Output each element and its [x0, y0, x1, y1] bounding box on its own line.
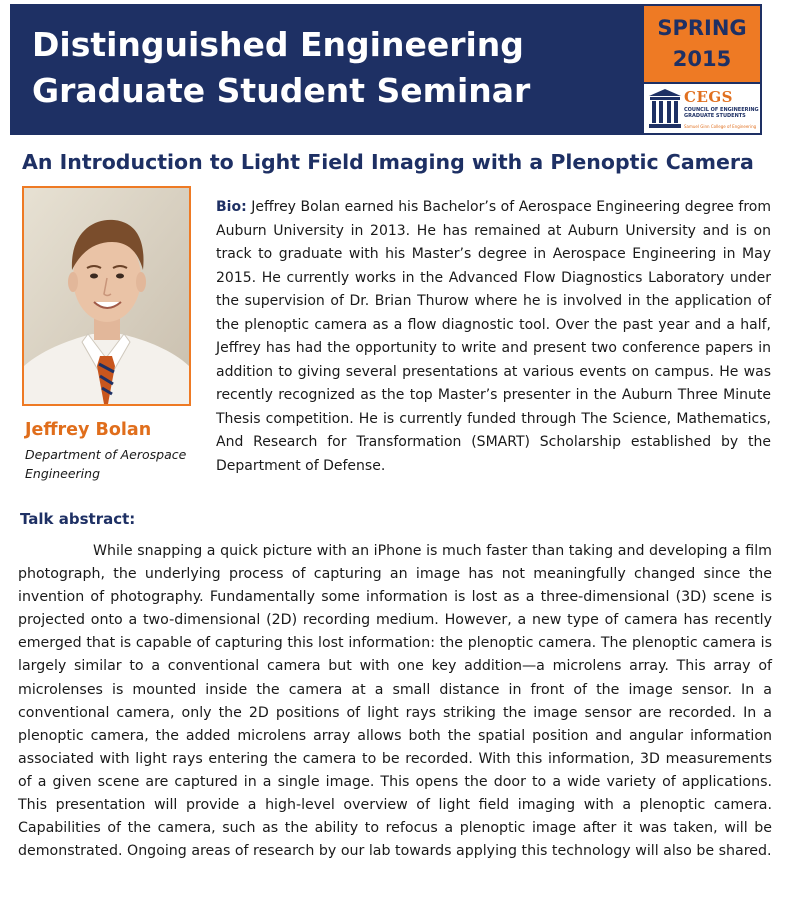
speaker-photo	[22, 186, 191, 406]
header-banner	[10, 4, 642, 135]
term-badge	[642, 4, 762, 84]
bio-label: Bio:	[216, 199, 247, 215]
talk-title: An Introduction to Light Field Imaging with a Plenoptic Camera	[22, 150, 754, 174]
seminar-title-line1: Distinguished Engineering	[32, 25, 524, 64]
speaker-bio	[216, 196, 771, 478]
logo-subtitle: COUNCIL OF ENGINEERING GRADUATE STUDENTS	[684, 107, 759, 119]
seminar-title-line2: Graduate Student Seminar	[32, 71, 531, 110]
speaker-portrait-icon	[24, 188, 189, 404]
abstract-heading: Talk abstract:	[20, 510, 136, 528]
logo-wordmark: CEGS	[684, 88, 734, 106]
speaker-name: Jeffrey Bolan	[25, 420, 152, 440]
cegs-logo	[642, 84, 762, 135]
pillars-icon	[648, 88, 682, 130]
term-year: 2015	[672, 47, 732, 71]
speaker-department: Department of Aerospace Engineering	[25, 447, 187, 481]
term-season: SPRING	[657, 16, 747, 40]
abstract-text: While snapping a quick picture with an iPhone is much faster than taking and developing a film photograph, the underlying process of capturing an image has not meaningfully changed since the invention of photography. Fundamentally some information is lost as a three-dimensional (3D) scene is projected onto a two-dimensional (2D) recording medium. However, a new type of camera has recently emerged that is capable of capturing this lost information: the plenoptic camera. The plenoptic camera is largely similar to a conventional camera but with one key addition—a microlens array. This array of microlenses is mounted inside the camera at a small distance in front of the image sensor. In a conventional camera, only the 2D positions of light rays striking the image sensor are recorded. In a plenoptic camera, the added microlens array allows both the spatial position and angular information associated with light rays entering the camera to be recorded. With this information, 3D measurements of a given scene are captured in a single image. This opens the door to a wide variety of applications. This presentation will provide a high-level overview of light field imaging with a plenoptic camera. Capabilities of the camera, such as the ability to refocus a plenoptic image after it was taken, will be demonstrated. Ongoing areas of research by our lab towards applying this technology will also be shared.	[18, 543, 772, 860]
seminar-title	[32, 22, 530, 114]
bio-text: Jeffrey Bolan earned his Bachelor’s of Aerospace Engineering degree from Auburn University in 2013. He has remained at Auburn University and is on track to graduate with his Master’s degree in Aerospace Engineering in May 2015. He currently works in the Advanced Flow Diagnostics Laboratory under the supervision of Dr. Brian Thurow where he is involved in the application of the plenoptic camera as a flow diagnostic tool. Over the past year and a half, Jeffrey has had the opportunity to write and present two conference papers in addition to giving several presentations at various events on campus. He was recently recognized as the top Master’s presenter in the Auburn Three Minute Thesis competition. He is currently funded through The Science, Mathematics, And Research for Transformation (SMART) Scholarship established by the Department of Defense.	[216, 199, 771, 474]
logo-college: Samuel Ginn College of Engineering	[684, 124, 757, 129]
